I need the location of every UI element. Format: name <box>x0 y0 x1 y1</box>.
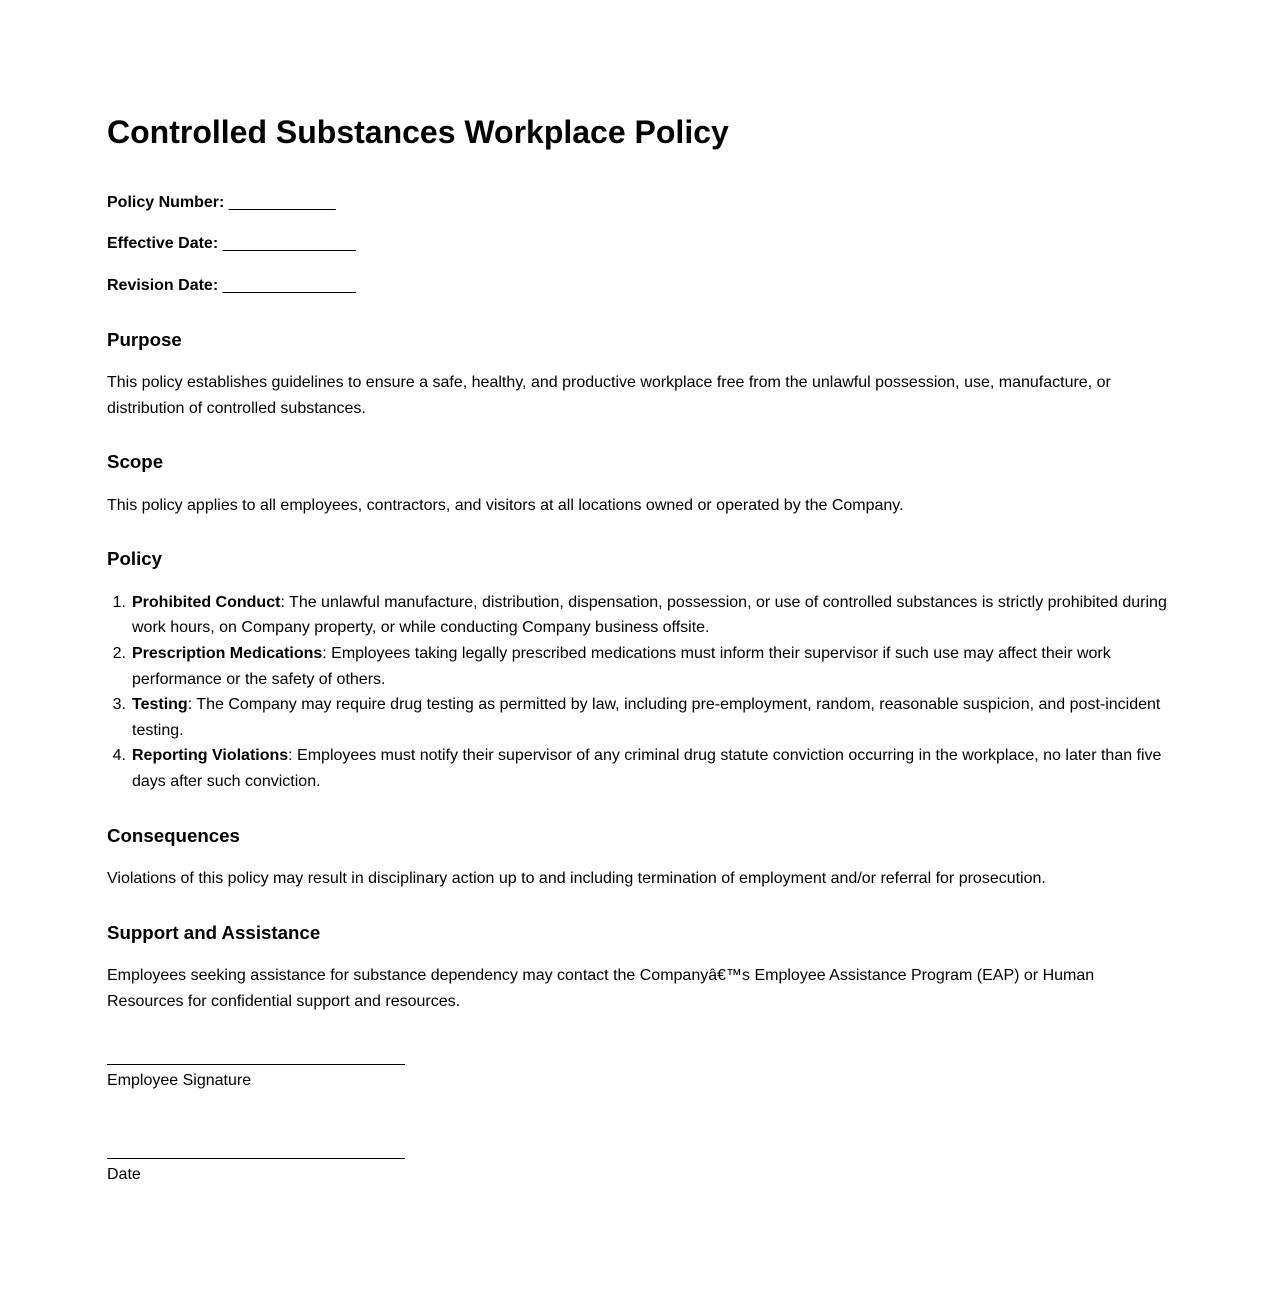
list-item-term: Testing <box>132 696 188 714</box>
section-heading-scope: Scope <box>107 451 164 473</box>
scope-paragraph: This policy applies to all employees, contractors, and visitors at all locations owned or operated by the Company. <box>107 496 904 514</box>
policy-number-field <box>107 190 1170 216</box>
date-label: Date <box>107 1165 141 1183</box>
policy-list <box>107 590 1170 795</box>
revision-date-field <box>107 273 1170 299</box>
effective-date-label: Effective Date: <box>107 235 219 253</box>
policy-list-item-reporting-violations <box>107 743 1170 794</box>
list-item-number: 4. <box>112 747 126 765</box>
effective-date-blank: _______________ <box>218 235 357 253</box>
policy-list-item-prescription-medications <box>107 641 1170 692</box>
list-item-number: 1. <box>112 593 126 611</box>
consequences-paragraph: Violations of this policy may result in disciplinary action up to and including termination of employment and/or referral for prosecution. <box>107 870 1046 888</box>
list-item-text: : The unlawful manufacture, distribution, dispensation, possession, or use of controlled substances is strictly prohibited during work hours, on Company property, or while conducting Company business offsite. <box>132 593 1167 637</box>
revision-date-label: Revision Date: <box>107 276 219 294</box>
policy-list-item-testing <box>107 692 1170 743</box>
list-item-term: Reporting Violations <box>132 747 289 765</box>
support-paragraph: Employees seeking assistance for substance dependency may contact the Companyâ€™s Employee Assistance Program (EAP) or Human Resources for confidential support and resources. <box>107 967 1095 1010</box>
purpose-paragraph: This policy establishes guidelines to ensure a safe, healthy, and productive workplace free from the unlawful possession, use, manufacture, or distribution of controlled substances. <box>107 374 1111 417</box>
list-item-term: Prescription Medications <box>132 645 323 663</box>
employee-signature-line <box>107 1064 405 1065</box>
policy-list-item-prohibited-conduct <box>107 590 1170 641</box>
list-item-text: : Employees taking legally prescribed medications must inform their supervisor if such use may affect their work performance or the safety of others. <box>132 645 1111 688</box>
section-heading-purpose: Purpose <box>107 328 182 350</box>
list-item-text: : Employees must notify their supervisor of any criminal drug statute conviction occurring in the workplace, no later than five days after such conviction. <box>132 747 1162 791</box>
employee-signature-block <box>107 1064 1170 1094</box>
revision-date-blank: _______________ <box>218 276 357 294</box>
section-heading-support-and-assistance: Support and Assistance <box>107 921 321 943</box>
list-item-number: 3. <box>112 696 126 714</box>
list-item-text: : The Company may require drug testing as permitted by law, including pre-employment, random, reasonable suspicion, and post-incident testing. <box>132 696 1161 739</box>
policy-number-blank: ____________ <box>224 193 336 211</box>
section-heading-consequences: Consequences <box>107 824 240 846</box>
document-title: Controlled Substances Workplace Policy <box>107 114 729 150</box>
policy-number-label: Policy Number: <box>107 193 225 211</box>
list-item-term: Prohibited Conduct <box>132 593 281 611</box>
date-line <box>107 1158 405 1159</box>
date-block <box>107 1158 1170 1188</box>
list-item-number: 2. <box>112 645 126 663</box>
employee-signature-label: Employee Signature <box>107 1072 252 1090</box>
section-heading-policy: Policy <box>107 548 163 570</box>
effective-date-field <box>107 231 1170 257</box>
